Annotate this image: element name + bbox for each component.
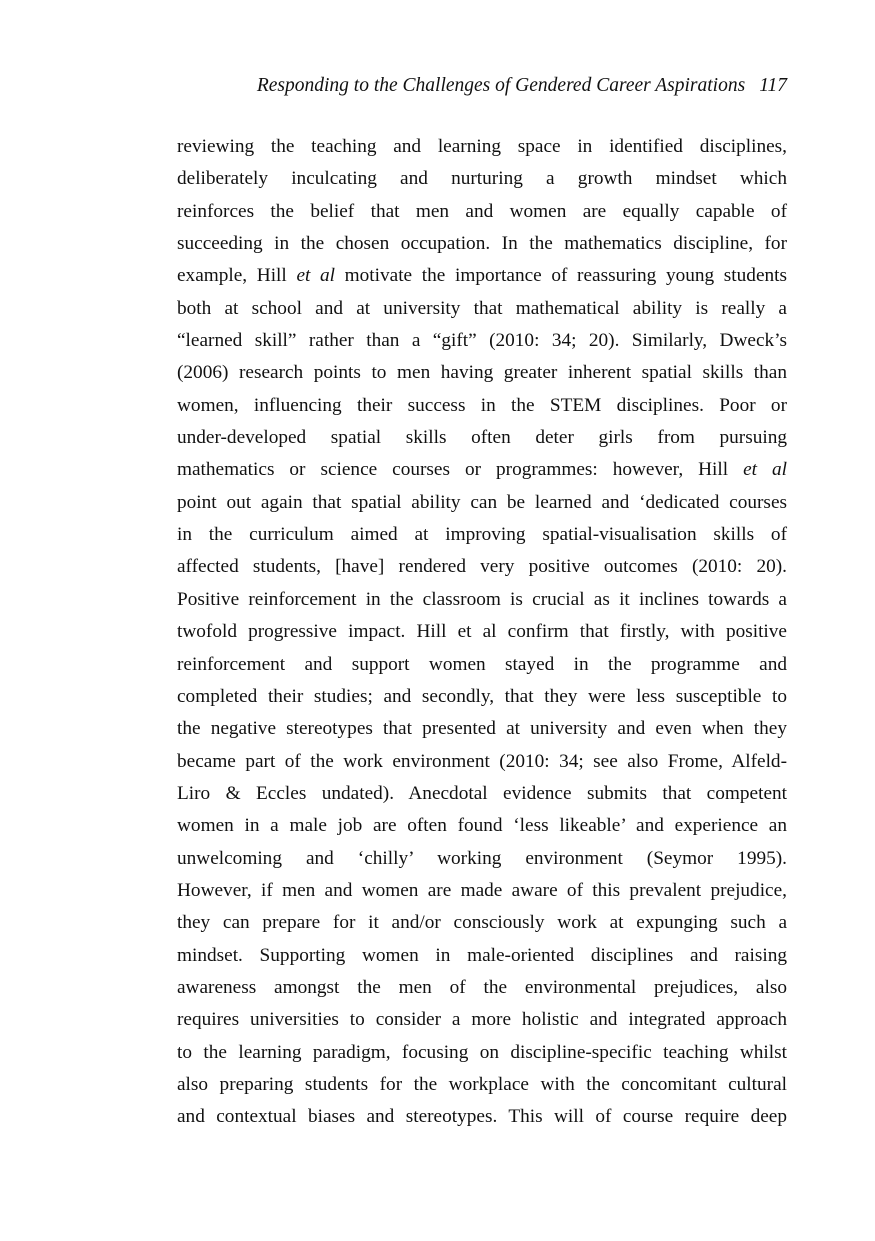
text-line: succeeding in the chosen occupation. In the mathematics discipline, for [177,233,787,255]
text-line: to the learning paradigm, focusing on discipline-specific teaching whilst [177,1041,787,1063]
text-line: example, Hill et al motivate the importance of reassuring young students [177,265,787,287]
text-line: they can prepare for it and/or consciously work at expunging such a [177,912,787,934]
text-line: in the curriculum aimed at improving spatial-visualisation skills of [177,524,787,546]
text-line: point out again that spatial ability can be learned and ‘dedicated courses [177,491,787,513]
text-line: women in a male job are often found ‘less likeable’ and experience an [177,815,787,837]
text-line: (2006) research points to men having greater inherent spatial skills than [177,362,787,384]
text-line: became part of the work environment (2010: 34; see also Frome, Alfeld- [177,750,787,772]
text-line: Positive reinforcement in the classroom is crucial as it inclines towards a [177,588,787,610]
text-line: the negative stereotypes that presented at university and even when they [177,718,787,740]
text-line: awareness amongst the men of the environmental prejudices, also [177,976,787,998]
text-line: completed their studies; and secondly, that they were less susceptible to [177,685,787,707]
text-line: Liro & Eccles undated). Anecdotal evidence submits that competent [177,782,787,804]
text-line: unwelcoming and ‘chilly’ working environment (Seymor 1995). [177,847,787,869]
text-line: requires universities to consider a more holistic and integrated approach [177,1009,787,1031]
text-line: mathematics or science courses or programmes: however, Hill et al [177,459,787,481]
text-line: mindset. Supporting women in male-oriented disciplines and raising [177,944,787,966]
text-line: also preparing students for the workplace with the concomitant cultural [177,1073,787,1095]
text-line: women, influencing their success in the STEM disciplines. Poor or [177,394,787,416]
page-number: 117 [759,75,787,96]
text-line: “learned skill” rather than a “gift” (2010: 34; 20). Similarly, Dweck’s [177,330,787,352]
body-text [177,131,787,1134]
citation-et-al: et al [743,459,787,481]
text-line: deliberately inculcating and nurturing a growth mindset which [177,168,787,190]
text-line: and contextual biases and stereotypes. This will of course require deep [177,1106,787,1128]
citation-et-al: et al [296,265,335,287]
text-line: under-developed spatial skills often deter girls from pursuing [177,427,787,449]
text-line: reinforcement and support women stayed in the programme and [177,653,787,675]
running-head [177,73,787,99]
text-line: affected students, [have] rendered very positive outcomes (2010: 20). [177,556,787,578]
text-line: reinforces the belief that men and women are equally capable of [177,200,787,222]
text-line: reviewing the teaching and learning space in identified disciplines, [177,136,787,157]
text-line: However, if men and women are made aware of this prevalent prejudice, [177,879,787,901]
text-line: twofold progressive impact. Hill et al confirm that firstly, with positive [177,621,787,643]
running-title: Responding to the Challenges of Gendered Career Aspirations [256,75,746,96]
text-line: both at school and at university that mathematical ability is really a [177,297,787,319]
